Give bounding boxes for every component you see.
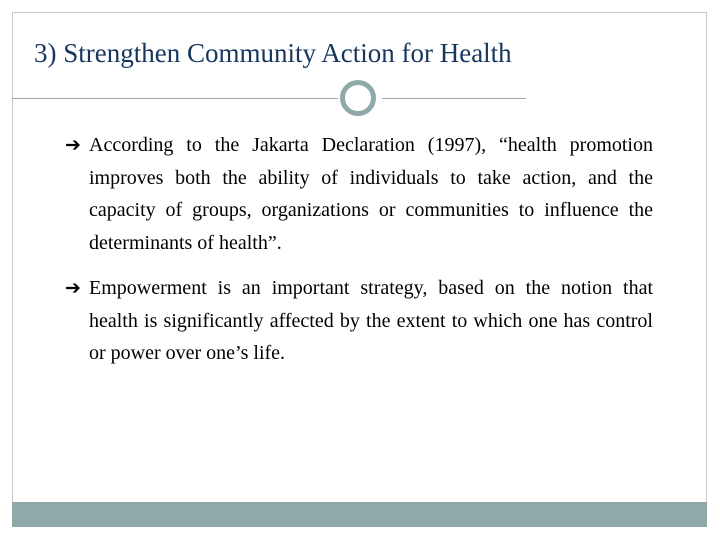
right-arrow-icon: ➔ [65,134,81,156]
bullet-item-jakarta [65,129,653,259]
bullet-text: According to the Jakarta Declaration (1997), “health promotion improves both the ability of individuals to take action, and the capacity of groups, organizations or communities to influence the determinants of health”. [89,134,653,254]
slide-title: 3) Strengthen Community Action for Health [34,38,512,68]
title-divider-right [382,98,526,99]
right-arrow-icon: ➔ [65,277,81,299]
bullet-text: Empowerment is an important strategy, based on the notion that health is significantly affected by the extent to which one has control or power over one’s life. [89,277,653,364]
title-divider-left [12,98,338,99]
bullet-item-empowerment [65,272,653,370]
footer-bar [12,502,707,527]
ring-ornament-icon [340,80,376,116]
